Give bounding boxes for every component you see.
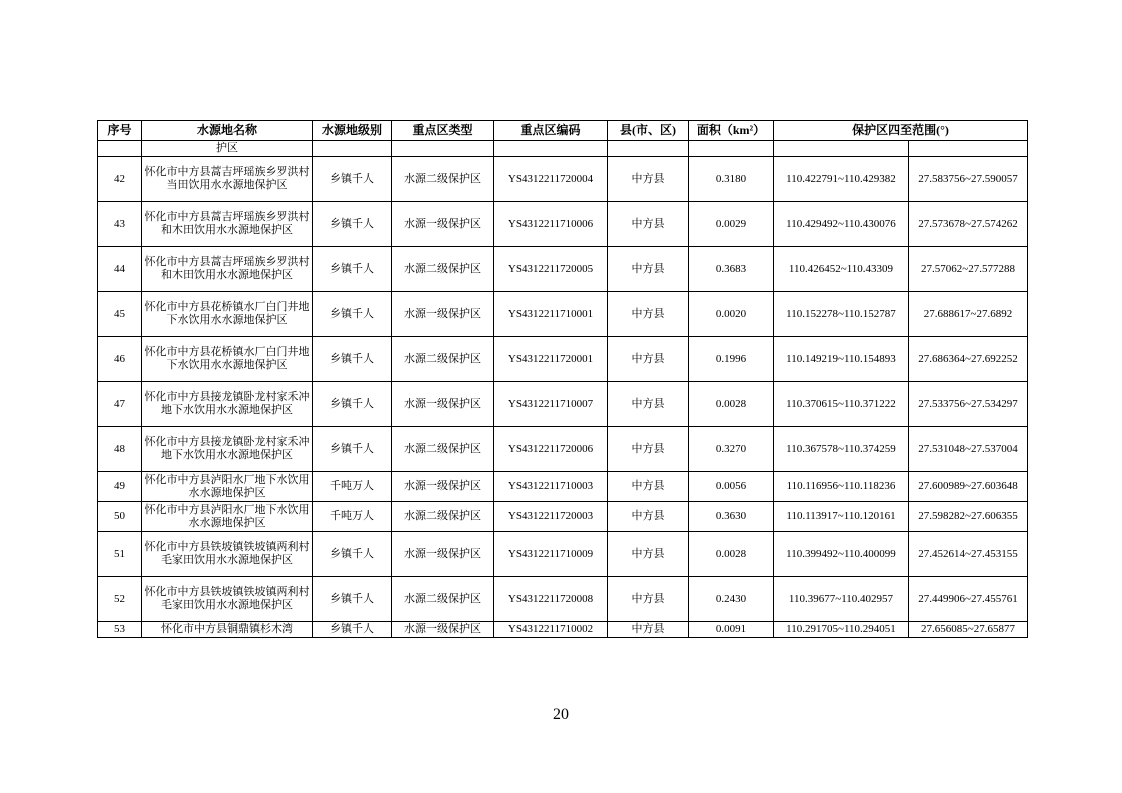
cell-county: 中方县 [608, 502, 689, 532]
cell-lat: 27.688617~27.6892 [909, 292, 1028, 337]
cell-area: 0.3270 [689, 427, 774, 472]
cell-area: 0.0020 [689, 292, 774, 337]
cell-county: 中方县 [608, 247, 689, 292]
cell-code: YS4312211710009 [494, 532, 608, 577]
cell-lon: 110.149219~110.154893 [774, 337, 909, 382]
cell-level: 乡镇千人 [313, 157, 392, 202]
cell-type: 水源二级保护区 [392, 337, 494, 382]
table-row [98, 427, 1028, 472]
cell-type: 水源一级保护区 [392, 292, 494, 337]
cell-area: 0.3683 [689, 247, 774, 292]
cell-no: 46 [98, 337, 142, 382]
table-row [98, 532, 1028, 577]
cell-name: 怀化市中方县蒿吉坪瑶族乡罗洪村和木田饮用水水源地保护区 [142, 202, 313, 247]
cell-county: 中方县 [608, 382, 689, 427]
cell-county: 中方县 [608, 157, 689, 202]
table-row [98, 622, 1028, 638]
header-county: 县(市、区) [608, 121, 689, 141]
cell-code: YS4312211710007 [494, 382, 608, 427]
cell-name: 怀化市中方县蒿吉坪瑶族乡罗洪村当田饮用水水源地保护区 [142, 157, 313, 202]
cell-area: 0.0028 [689, 382, 774, 427]
cell-type: 水源一级保护区 [392, 472, 494, 502]
cell-name: 怀化市中方县花桥镇水厂白门井地下水饮用水水源地保护区 [142, 337, 313, 382]
page-number: 20 [553, 706, 569, 723]
cell-code: YS4312211710003 [494, 472, 608, 502]
cell-county: 中方县 [608, 622, 689, 638]
header-area: 面积（km²） [689, 121, 774, 141]
cell-lat: 27.531048~27.537004 [909, 427, 1028, 472]
cell-name: 怀化市中方县铁坡镇铁坡镇两利村毛家田饮用水水源地保护区 [142, 577, 313, 622]
cell-name: 怀化市中方县接龙镇卧龙村家禾冲地下水饮用水水源地保护区 [142, 382, 313, 427]
cell-lon: 110.370615~110.371222 [774, 382, 909, 427]
cell-code: YS4312211720006 [494, 427, 608, 472]
table-row [98, 382, 1028, 427]
cell-code: YS4312211720004 [494, 157, 608, 202]
cell-lon: 110.291705~110.294051 [774, 622, 909, 638]
cell-no: 51 [98, 532, 142, 577]
cell-lon: 110.399492~110.400099 [774, 532, 909, 577]
cell-no: 52 [98, 577, 142, 622]
cell-no: 47 [98, 382, 142, 427]
cell-county: 中方县 [608, 292, 689, 337]
cell-lat: 27.583756~27.590057 [909, 157, 1028, 202]
cell-name: 怀化市中方县铁坡镇铁坡镇两利村毛家田饮用水水源地保护区 [142, 532, 313, 577]
cell-level: 乡镇千人 [313, 532, 392, 577]
cell-type: 水源二级保护区 [392, 247, 494, 292]
cell-level: 乡镇千人 [313, 247, 392, 292]
header-code: 重点区编码 [494, 121, 608, 141]
cell-lon: 110.426452~110.43309 [774, 247, 909, 292]
cell-name: 怀化市中方县泸阳水厂地下水饮用水水源地保护区 [142, 502, 313, 532]
cell-area: 0.0028 [689, 532, 774, 577]
table-row [98, 202, 1028, 247]
cell-level: 乡镇千人 [313, 382, 392, 427]
cell-level: 乡镇千人 [313, 292, 392, 337]
cell-no: 48 [98, 427, 142, 472]
cell-area: 0.3630 [689, 502, 774, 532]
cell-lon: 110.429492~110.430076 [774, 202, 909, 247]
table-row [98, 157, 1028, 202]
cell-code: YS4312211710001 [494, 292, 608, 337]
cell-lon: 110.422791~110.429382 [774, 157, 909, 202]
cell-lon: 110.367578~110.374259 [774, 427, 909, 472]
cell-level: 乡镇千人 [313, 427, 392, 472]
table-row [98, 472, 1028, 502]
cell-code: YS4312211710002 [494, 622, 608, 638]
cell-level: 乡镇千人 [313, 337, 392, 382]
cell-area: 0.0029 [689, 202, 774, 247]
cell-code: YS4312211720003 [494, 502, 608, 532]
cell-lon: 110.152278~110.152787 [774, 292, 909, 337]
header-name: 水源地名称 [142, 121, 313, 141]
cell-lon: 110.113917~110.120161 [774, 502, 909, 532]
table-row-continuation [98, 141, 1028, 157]
cell-level: 千吨万人 [313, 502, 392, 532]
cell-type: 水源二级保护区 [392, 577, 494, 622]
cell-lat: 27.449906~27.455761 [909, 577, 1028, 622]
cell-type: 水源二级保护区 [392, 157, 494, 202]
cell-lat: 27.452614~27.453155 [909, 532, 1028, 577]
header-type: 重点区类型 [392, 121, 494, 141]
cell-no: 42 [98, 157, 142, 202]
cell-type: 水源一级保护区 [392, 202, 494, 247]
cell-no: 49 [98, 472, 142, 502]
cell-county: 中方县 [608, 577, 689, 622]
header-no: 序号 [98, 121, 142, 141]
table-row [98, 337, 1028, 382]
cell-lon: 110.39677~110.402957 [774, 577, 909, 622]
cell-code: YS4312211710006 [494, 202, 608, 247]
cell-area: 0.2430 [689, 577, 774, 622]
cell-level: 千吨万人 [313, 472, 392, 502]
cell-code: YS4312211720001 [494, 337, 608, 382]
cell-type: 水源二级保护区 [392, 502, 494, 532]
cell-no: 43 [98, 202, 142, 247]
table-row [98, 577, 1028, 622]
cell-county: 中方县 [608, 337, 689, 382]
cell-lat: 27.533756~27.534297 [909, 382, 1028, 427]
cell-no: 53 [98, 622, 142, 638]
cell-type: 水源二级保护区 [392, 427, 494, 472]
table-header-row [98, 121, 1028, 141]
header-level: 水源地级别 [313, 121, 392, 141]
cell-county: 中方县 [608, 532, 689, 577]
cell-level: 乡镇千人 [313, 202, 392, 247]
cell-county: 中方县 [608, 202, 689, 247]
cell-type: 水源一级保护区 [392, 622, 494, 638]
table-row [98, 292, 1028, 337]
cell-area: 0.0091 [689, 622, 774, 638]
cell-no: 44 [98, 247, 142, 292]
cell-level: 乡镇千人 [313, 622, 392, 638]
continuation-text: 护区 [142, 141, 313, 157]
cell-county: 中方县 [608, 427, 689, 472]
cell-area: 0.1996 [689, 337, 774, 382]
cell-lat: 27.600989~27.603648 [909, 472, 1028, 502]
cell-level: 乡镇千人 [313, 577, 392, 622]
table-row [98, 247, 1028, 292]
cell-lat: 27.57062~27.577288 [909, 247, 1028, 292]
cell-name: 怀化市中方县蒿吉坪瑶族乡罗洪村和木田饮用水水源地保护区 [142, 247, 313, 292]
water-source-table [97, 120, 1028, 638]
cell-name: 怀化市中方县泸阳水厂地下水饮用水水源地保护区 [142, 472, 313, 502]
cell-no: 50 [98, 502, 142, 532]
cell-name: 怀化市中方县花桥镇水厂白门井地下水饮用水水源地保护区 [142, 292, 313, 337]
cell-type: 水源一级保护区 [392, 532, 494, 577]
cell-lat: 27.656085~27.65877 [909, 622, 1028, 638]
table-row [98, 502, 1028, 532]
cell-name: 怀化市中方县铜鼎镇杉木湾 [142, 622, 313, 638]
cell-code: YS4312211720005 [494, 247, 608, 292]
cell-no: 45 [98, 292, 142, 337]
cell-lat: 27.573678~27.574262 [909, 202, 1028, 247]
cell-name: 怀化市中方县接龙镇卧龙村家禾冲地下水饮用水水源地保护区 [142, 427, 313, 472]
header-range: 保护区四至范围(°) [774, 121, 1028, 141]
cell-lon: 110.116956~110.118236 [774, 472, 909, 502]
cell-area: 0.0056 [689, 472, 774, 502]
cell-code: YS4312211720008 [494, 577, 608, 622]
cell-lat: 27.686364~27.692252 [909, 337, 1028, 382]
cell-type: 水源一级保护区 [392, 382, 494, 427]
cell-area: 0.3180 [689, 157, 774, 202]
cell-lat: 27.598282~27.606355 [909, 502, 1028, 532]
cell-county: 中方县 [608, 472, 689, 502]
